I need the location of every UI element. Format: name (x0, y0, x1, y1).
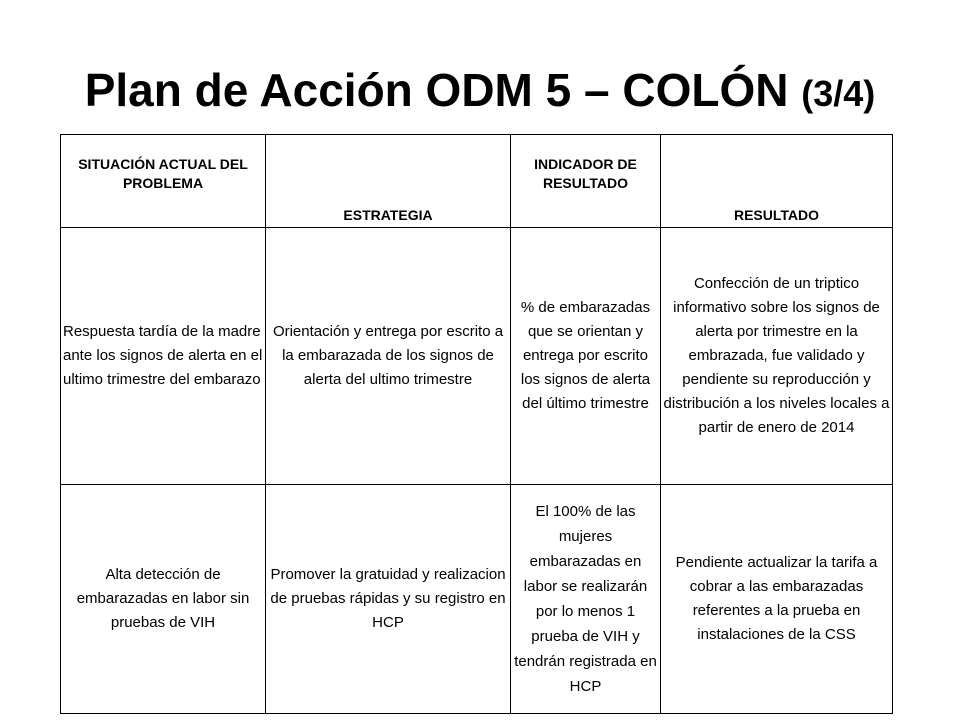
cell-situacion: Respuesta tardía de la madre ante los signos de alerta en el ultimo trimestre del embarazo (61, 228, 266, 485)
cell-estrategia: Promover la gratuidad y realizacion de pruebas rápidas y su registro en HCP (266, 485, 511, 714)
slide-title-main: Plan de Acción ODM 5 – COLÓN (84, 64, 789, 116)
cell-situacion: Alta detección de embarazadas en labor sin pruebas de VIH (61, 485, 266, 714)
header-estrategia: ESTRATEGIA (266, 135, 511, 228)
slide-title (0, 60, 960, 124)
table-row (61, 485, 893, 714)
cell-indicador: % de embarazadas que se orientan y entrega por escrito los signos de alerta del último trimestre (511, 228, 661, 485)
cell-resultado: Confección de un triptico informativo sobre los signos de alerta por trimestre en la embrazada, fue validado y pendiente su reproducción y distribución a los niveles locales a partir de enero de 2014 (661, 228, 893, 485)
header-resultado: RESULTADO (661, 135, 893, 228)
header-indicador: INDICADOR DE RESULTADO (511, 135, 661, 228)
table-header-row (61, 135, 893, 228)
cell-indicador: El 100% de las mujeres embarazadas en labor se realizarán por lo menos 1 prueba de VIH y tendrán registrada en HCP (511, 485, 661, 714)
cell-estrategia: Orientación y entrega por escrito a la embarazada de los signos de alerta del ultimo trimestre (266, 228, 511, 485)
action-plan-table (60, 134, 893, 714)
header-situacion: SITUACIÓN ACTUAL DEL PROBLEMA (61, 135, 266, 228)
table-row (61, 228, 893, 485)
cell-resultado: Pendiente actualizar la tarifa a cobrar a las embarazadas referentes a la prueba en instalaciones de la CSS (661, 485, 893, 714)
slide-title-page-indicator: (3/4) (801, 73, 876, 114)
